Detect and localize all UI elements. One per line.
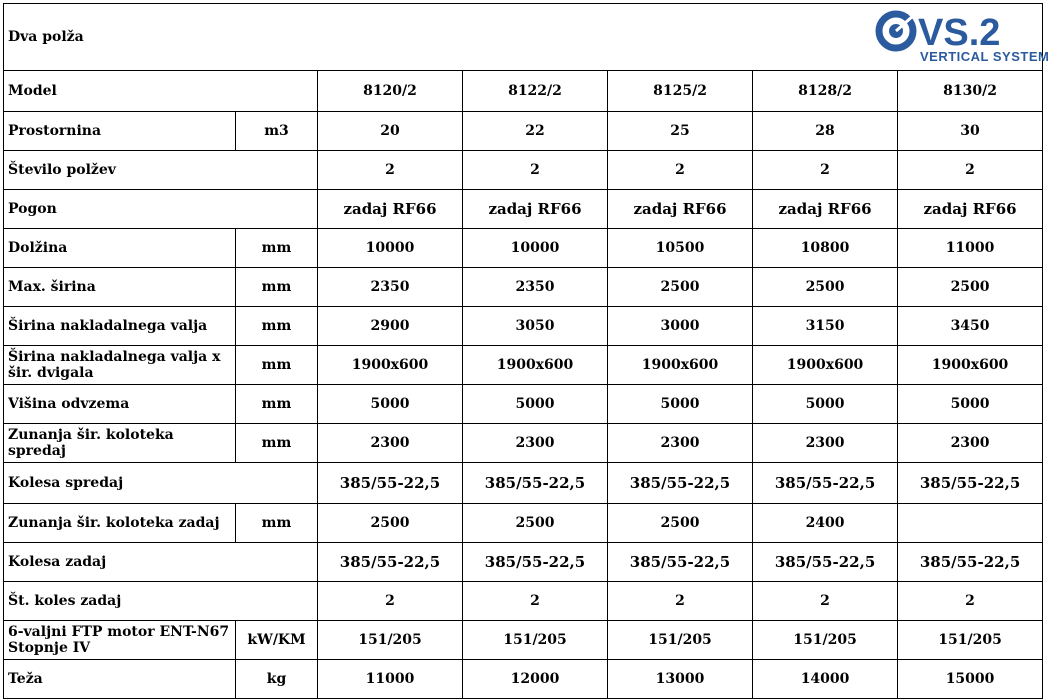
- logo-cell: [753, 4, 1050, 71]
- cell-value: 5000: [898, 385, 1043, 424]
- table-row: [4, 151, 1043, 190]
- table-row: [4, 346, 1043, 385]
- row-label: Prostornina: [4, 112, 236, 151]
- cell-value: 2: [753, 151, 898, 190]
- cell-value: 11000: [318, 660, 463, 699]
- row-label: Dolžina: [4, 229, 236, 268]
- row-label: Širina nakladalnega valja: [4, 307, 236, 346]
- cell-value: zadaj RF66: [318, 190, 463, 229]
- cell-value: 151/205: [318, 621, 463, 660]
- cell-value: 13000: [608, 660, 753, 699]
- row-unit: m3: [236, 112, 318, 151]
- row-label: Št. koles zadaj: [4, 582, 318, 621]
- cell-value: [898, 504, 1043, 543]
- cell-value: 2: [898, 582, 1043, 621]
- cell-value: 8128/2: [753, 71, 898, 112]
- cell-value: 3450: [898, 307, 1043, 346]
- cell-value: 2300: [318, 424, 463, 463]
- row-label: Model: [4, 71, 318, 112]
- table-row: [4, 385, 1043, 424]
- cell-value: 1900x600: [463, 346, 608, 385]
- table-row: [4, 190, 1043, 229]
- cell-value: 2350: [318, 268, 463, 307]
- cell-value: 1900x600: [318, 346, 463, 385]
- cell-value: 385/55-22,5: [608, 543, 753, 582]
- cell-value: 2: [753, 582, 898, 621]
- row-label: Širina nakladalnega valja x šir. dvigala: [4, 346, 236, 385]
- cell-value: 2500: [463, 504, 608, 543]
- cell-value: 2300: [898, 424, 1043, 463]
- table-row: [4, 307, 1043, 346]
- table-row: [4, 268, 1043, 307]
- cell-value: 1900x600: [753, 346, 898, 385]
- cell-value: 385/55-22,5: [608, 463, 753, 504]
- logo-text: VS.2: [918, 12, 1001, 54]
- cell-value: 2: [463, 582, 608, 621]
- cell-value: 2500: [753, 268, 898, 307]
- table-row: [4, 582, 1043, 621]
- row-label: 6-valjni FTP motor ENT-N67 Stopnje IV: [4, 621, 236, 660]
- cell-value: 2350: [463, 268, 608, 307]
- table-row: [4, 543, 1043, 582]
- cell-value: 2: [898, 151, 1043, 190]
- row-label: Teža: [4, 660, 236, 699]
- cell-value: 1900x600: [608, 346, 753, 385]
- cell-value: 2: [608, 151, 753, 190]
- cell-value: 10000: [463, 229, 608, 268]
- table-row: [4, 660, 1043, 699]
- table-title: Dva polža: [4, 4, 753, 71]
- table-row: [4, 621, 1043, 660]
- cell-value: 2: [318, 151, 463, 190]
- cell-value: 8120/2: [318, 71, 463, 112]
- cell-value: 151/205: [463, 621, 608, 660]
- row-unit: mm: [236, 504, 318, 543]
- cell-value: 2500: [318, 504, 463, 543]
- cell-value: 2: [463, 151, 608, 190]
- row-unit: mm: [236, 346, 318, 385]
- cell-value: 10000: [318, 229, 463, 268]
- cell-value: 2400: [753, 504, 898, 543]
- row-label: Zunanja šir. koloteka zadaj: [4, 504, 236, 543]
- cell-value: 12000: [463, 660, 608, 699]
- row-unit: kW/KM: [236, 621, 318, 660]
- cell-value: 22: [463, 112, 608, 151]
- cell-value: 2500: [608, 504, 753, 543]
- cell-value: 385/55-22,5: [463, 543, 608, 582]
- row-label: Pogon: [4, 190, 318, 229]
- cell-value: zadaj RF66: [463, 190, 608, 229]
- cell-value: 2500: [608, 268, 753, 307]
- row-label: Kolesa spredaj: [4, 463, 318, 504]
- cell-value: 2300: [463, 424, 608, 463]
- cell-value: 2300: [608, 424, 753, 463]
- cell-value: 385/55-22,5: [898, 463, 1043, 504]
- cell-value: 3150: [753, 307, 898, 346]
- table-row: [4, 71, 1043, 112]
- cell-value: 25: [608, 112, 753, 151]
- cell-value: 5000: [753, 385, 898, 424]
- cell-value: 20: [318, 112, 463, 151]
- table-row: [4, 463, 1043, 504]
- cell-value: 14000: [753, 660, 898, 699]
- cell-value: 385/55-22,5: [898, 543, 1043, 582]
- cell-value: 3050: [463, 307, 608, 346]
- cell-value: 10800: [753, 229, 898, 268]
- cell-value: 2500: [898, 268, 1043, 307]
- cell-value: 385/55-22,5: [753, 463, 898, 504]
- row-unit: mm: [236, 424, 318, 463]
- row-label: Kolesa zadaj: [4, 543, 318, 582]
- row-unit: mm: [236, 307, 318, 346]
- cell-value: 2: [608, 582, 753, 621]
- row-label: Število polžev: [4, 151, 318, 190]
- spec-table: [3, 3, 1050, 699]
- cell-value: 2900: [318, 307, 463, 346]
- cell-value: 28: [753, 112, 898, 151]
- table-row: [4, 504, 1043, 543]
- cell-value: 15000: [898, 660, 1043, 699]
- row-unit: mm: [236, 229, 318, 268]
- table-row: [4, 112, 1043, 151]
- row-label: Zunanja šir. koloteka spredaj: [4, 424, 236, 463]
- cell-value: 8122/2: [463, 71, 608, 112]
- cell-value: 10500: [608, 229, 753, 268]
- header-row: [4, 4, 1043, 71]
- cell-value: 385/55-22,5: [318, 463, 463, 504]
- cell-value: 151/205: [608, 621, 753, 660]
- row-label: Max. širina: [4, 268, 236, 307]
- cell-value: zadaj RF66: [608, 190, 753, 229]
- cell-value: 5000: [608, 385, 753, 424]
- cell-value: 385/55-22,5: [753, 543, 898, 582]
- row-unit: kg: [236, 660, 318, 699]
- cell-value: zadaj RF66: [898, 190, 1043, 229]
- cell-value: 3000: [608, 307, 753, 346]
- cell-value: 8125/2: [608, 71, 753, 112]
- table-row: [4, 424, 1043, 463]
- row-label: Višina odvzema: [4, 385, 236, 424]
- cell-value: 385/55-22,5: [463, 463, 608, 504]
- cell-value: 2300: [753, 424, 898, 463]
- cell-value: 2: [318, 582, 463, 621]
- cell-value: zadaj RF66: [753, 190, 898, 229]
- row-unit: mm: [236, 268, 318, 307]
- cell-value: 11000: [898, 229, 1043, 268]
- cell-value: 5000: [463, 385, 608, 424]
- cell-value: 151/205: [898, 621, 1043, 660]
- cell-value: 30: [898, 112, 1043, 151]
- logo-subtext: VERTICAL SYSTEM: [920, 49, 1050, 64]
- vs2-logo: [874, 7, 1050, 64]
- cell-value: 151/205: [753, 621, 898, 660]
- cell-value: 1900x600: [898, 346, 1043, 385]
- table-row: [4, 229, 1043, 268]
- cell-value: 5000: [318, 385, 463, 424]
- cell-value: 8130/2: [898, 71, 1043, 112]
- cell-value: 385/55-22,5: [318, 543, 463, 582]
- row-unit: mm: [236, 385, 318, 424]
